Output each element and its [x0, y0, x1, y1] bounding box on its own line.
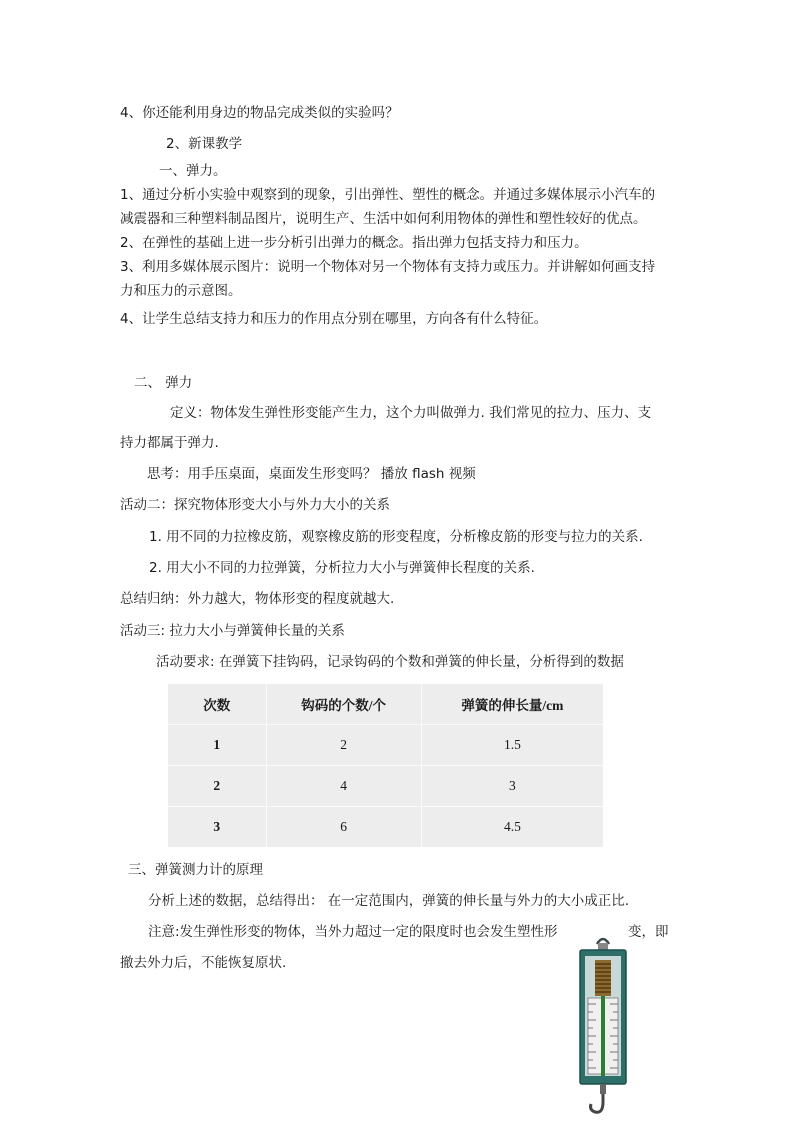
- heading-spring-scale-principle: 三、弹簧测力计的原理: [128, 862, 263, 878]
- table-cell: 3: [168, 807, 266, 848]
- data-table: [168, 684, 603, 847]
- spring-scale-illustration: [576, 934, 630, 1124]
- question-4: 4、你还能利用身边的物品完成类似的实验吗？: [120, 105, 399, 121]
- table-header-row: [168, 684, 603, 725]
- principle-line: 分析上述的数据，总结得出： 在一定范围内，弹簧的伸长量与外力的大小成正比.: [148, 893, 630, 909]
- table-row: [168, 807, 603, 848]
- table-cell: 4: [266, 766, 421, 807]
- table-header: 钩码的个数/个: [266, 684, 421, 725]
- heading-elastic-force-2: 二、 弹力: [134, 375, 193, 391]
- activity-2-item-2: 2. 用大小不同的力拉弹簧，分析拉力大小与弹簧伸长程度的关系.: [149, 560, 535, 576]
- table-cell: 2: [168, 766, 266, 807]
- activity-2-heading: 活动二：探究物体形变大小与外力大小的关系: [120, 497, 390, 513]
- activity-requirement: 活动要求: 在弹簧下挂钩码，记录钩码的个数和弹簧的伸长量，分析得到的数据: [156, 654, 624, 670]
- definition-line: 持力都属于弹力.: [120, 435, 219, 451]
- activity-3-heading: 活动三: 拉力大小与弹簧伸长量的关系: [120, 623, 345, 639]
- think-line: 思考：用手压桌面，桌面发生形变吗？ 播放 flash 视频: [147, 466, 476, 482]
- table-cell: 2: [266, 725, 421, 766]
- table-cell: 4.5: [503, 819, 521, 834]
- definition-line: 定义：物体发生弹性形变能产生力，这个力叫做弹力. 我们常见的拉力、压力、支: [170, 405, 652, 421]
- paragraph-line: 3、利用多媒体展示图片：说明一个物体对另一个物体有支持力或压力。并讲解如何画支持: [120, 259, 656, 275]
- paragraph-line: 4、让学生总结支持力和压力的作用点分别在哪里，方向各有什么特征。: [120, 311, 548, 327]
- paragraph-line: 力和压力的示意图。: [120, 283, 242, 299]
- table-cell: 3: [509, 778, 516, 793]
- note-line: 撤去外力后，不能恢复原状.: [120, 955, 287, 971]
- note-line-end: 变，即: [628, 924, 669, 940]
- paragraph-line: 1、通过分析小实验中观察到的现象，引出弹性、塑性的概念。并通过多媒体展示小汽车的: [120, 187, 656, 203]
- table-cell: 1: [168, 725, 266, 766]
- table-header: 次数: [168, 684, 266, 725]
- table-cell: 1.5: [503, 737, 521, 752]
- note-line: 注意:发生弹性形变的物体，当外力超过一定的限度时也会发生塑性形: [148, 924, 558, 940]
- table-header: 弹簧的伸长量/cm: [461, 698, 564, 713]
- activity-2-item-1: 1. 用不同的力拉橡皮筋，观察橡皮筋的形变程度，分析橡皮筋的形变与拉力的关系.: [149, 529, 643, 545]
- paragraph-line: 2、在弹性的基础上进一步分析引出弹力的概念。指出弹力包括支持力和压力。: [120, 235, 588, 251]
- table-row: [168, 725, 603, 766]
- section-new-lesson: 2、新课教学: [166, 136, 243, 152]
- table-cell: 6: [266, 807, 421, 848]
- summary-line: 总结归纳：外力越大，物体形变的程度就越大.: [120, 591, 395, 607]
- paragraph-line: 减震器和三种塑料制品图片，说明生产、生活中如何利用物体的弹性和塑性较好的优点。: [120, 211, 647, 227]
- table-row: [168, 766, 603, 807]
- heading-elastic-force-1: 一、弹力。: [159, 163, 227, 179]
